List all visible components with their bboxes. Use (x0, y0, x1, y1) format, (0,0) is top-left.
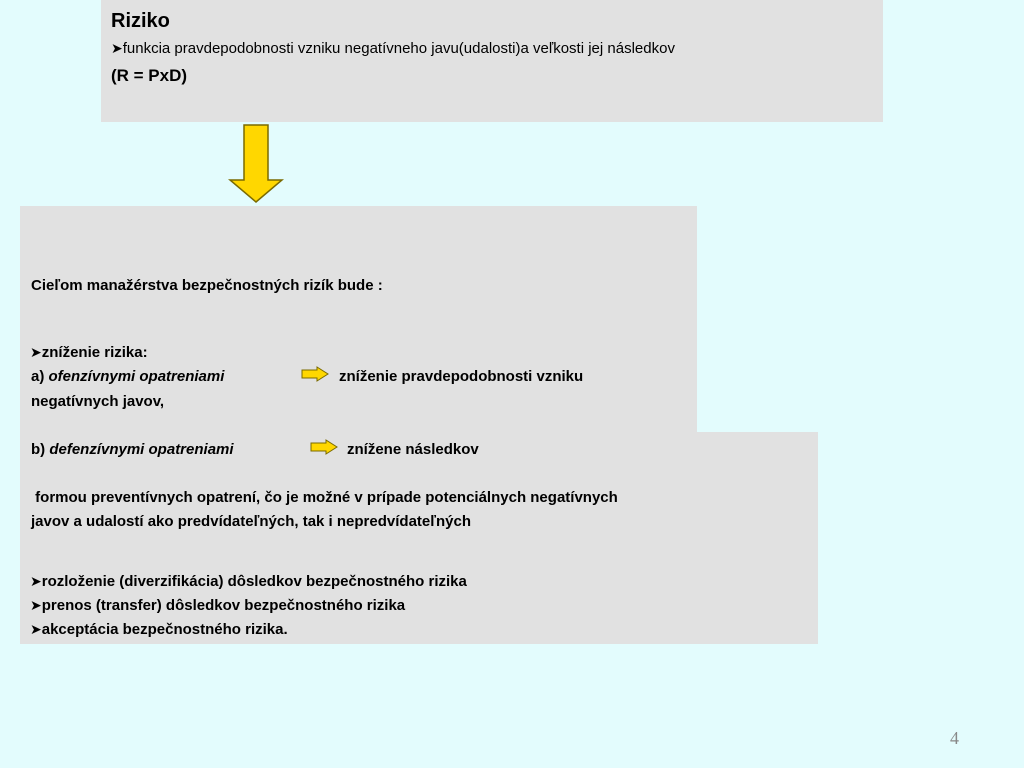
option-b-result: znížene následkov (347, 441, 479, 458)
formula: (R = PxD) (111, 66, 188, 85)
top-bullet-line (111, 41, 675, 56)
bullet-icon: ➤ (30, 621, 42, 637)
goal-text: Cieľom manažérstva bezpečnostných rizík bude : (31, 277, 383, 294)
bullet-icon: ➤ (111, 40, 123, 56)
option-b-line (31, 442, 234, 457)
option-b-prefix: b) (31, 441, 50, 458)
bullet-icon: ➤ (30, 573, 42, 589)
top-title: Riziko (111, 10, 170, 32)
option-a-line (31, 369, 224, 384)
bullet-item (30, 598, 405, 613)
down-arrow-icon (228, 124, 284, 204)
bullet-icon: ➤ (30, 344, 42, 360)
right-arrow-icon (301, 366, 329, 382)
option-a-result: zníženie pravdepodobnosti vzniku (339, 368, 584, 385)
prevent-line-1: formou preventívnych opatrení, čo je možné v prípade potenciálnych negatívnych (31, 489, 618, 506)
reduce-heading-line (30, 345, 148, 360)
option-a-result-cont: negatívnych javov, (31, 393, 165, 410)
bullet-item-text: rozloženie (diverzifikácia) dôsledkov bezpečnostného rizika (41, 573, 467, 590)
right-arrow-icon (310, 439, 338, 455)
prevent-line-2: javov a udalostí ako predvídateľných, tak i nepredvídateľných (31, 513, 472, 530)
bullet-icon: ➤ (30, 597, 42, 613)
bullet-item-text: akceptácia bezpečnostného rizika. (41, 621, 288, 638)
option-b-measure: defenzívnymi opatreniami (49, 441, 234, 458)
option-a-measure: ofenzívnymi opatreniami (48, 368, 225, 385)
bullet-item-text: prenos (transfer) dôsledkov bezpečnostného rizika (41, 597, 406, 614)
bullet-item (30, 622, 288, 637)
top-box (101, 0, 883, 122)
bullet-item (30, 574, 467, 589)
option-a-prefix: a) (31, 368, 49, 385)
top-bullet-text: funkcia pravdepodobnosti vzniku negatívneho javu(udalosti)a veľkosti jej následkov (122, 40, 675, 57)
page-number: 4 (950, 728, 959, 748)
reduce-heading: zníženie rizika: (41, 344, 148, 361)
